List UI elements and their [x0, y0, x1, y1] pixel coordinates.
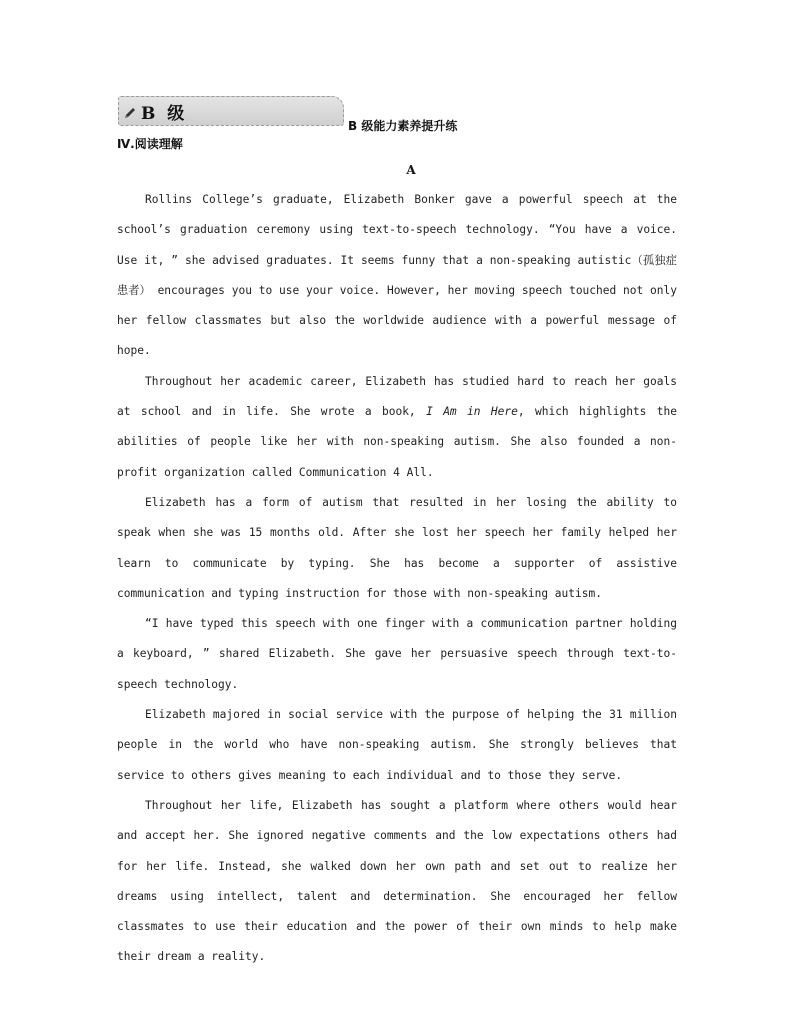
pencil-icon [123, 106, 137, 120]
level-banner [118, 96, 344, 126]
passage-label: A [406, 163, 416, 177]
level-subtitle: B 级能力素养提升练 [348, 119, 458, 133]
book-title: I Am in Here [426, 405, 518, 419]
level-label: B 级 [141, 104, 188, 124]
paragraph-3: Elizabeth has a form of autism that resulted in her losing the ability to speak when she was 15 months old. After she lost her speech her family helped her learn to communicate by typing. She has become a supporter of assistive communication and typing instruction for those with non-speaking autism. [117, 495, 677, 600]
paragraph-1: Rollins College’s graduate, Elizabeth Bonker gave a powerful speech at the school’s graduation ceremony using text-to-speech technology. “You have a voice. Use it, ” she advised graduates. It seems funny that a non-speaking autistic（孤独症患者） encourages you to use your voice. However, her moving speech touched not only her fellow classmates but also the worldwide audience with a powerful message of hope. [117, 193, 677, 358]
paragraph-6: Throughout her life, Elizabeth has sought a platform where others would hear and accept her. She ignored negative comments and the low expectations others had for her life. Instead, she walked down her own path and set out to realize her dreams using intellect, talent and determination. She encouraged her fellow classmates to use their education and the power of their own minds to help make their dream a reality. [117, 798, 677, 964]
paragraph-2 [117, 367, 677, 488]
section-heading: Ⅳ.阅读理解 [117, 137, 183, 151]
reading-passage [117, 185, 677, 973]
paragraph-2-text-before: Throughout her academic career, Elizabeth has studied hard to reach her goals at school and in life. She wrote a book, [117, 374, 677, 419]
paragraph-5: Elizabeth majored in social service with the purpose of helping the 31 million people in the world who have non-speaking autism. She strongly believes that service to others gives meaning to each individual and to those they serve. [117, 708, 677, 782]
paragraph-4: “I have typed this speech with one finger with a communication partner holding a keyboard, ” shared Elizabeth. She gave her persuasive speech through text-to-speech technology. [117, 617, 677, 691]
paragraph-2-text-after: , which highlights the abilities of people like her with non-speaking autism. She also founded a non-profit organization called Communication 4 All. [117, 405, 678, 479]
